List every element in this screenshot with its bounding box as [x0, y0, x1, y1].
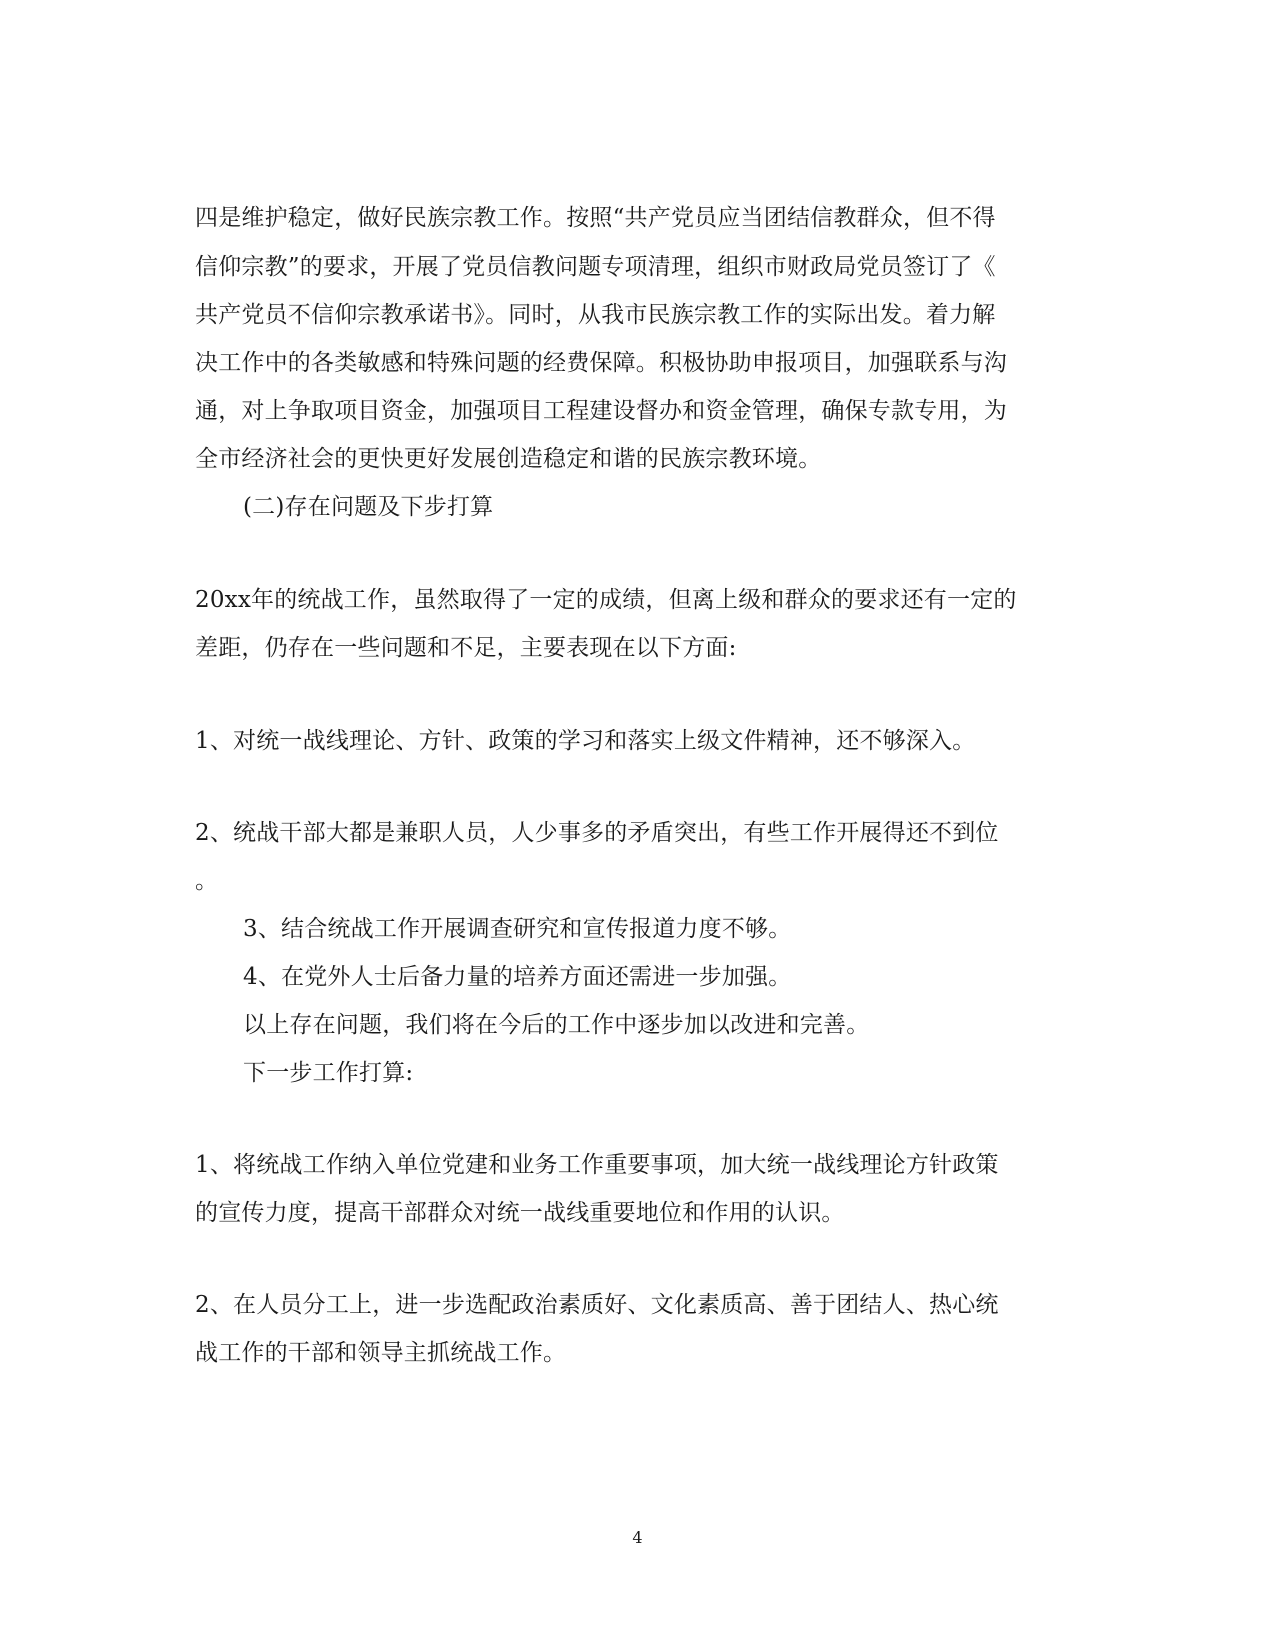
- body-line: 。: [195, 868, 219, 894]
- body-line: 战工作的干部和领导主抓统战工作。: [195, 1340, 567, 1366]
- body-line: 差距，仍存在一些问题和不足，主要表现在以下方面:: [195, 635, 737, 661]
- page-number: 4: [632, 1528, 643, 1547]
- body-line: 以上存在问题，我们将在今后的工作中逐步加以改进和完善。: [243, 1012, 870, 1038]
- body-line: 共产党员不信仰宗教承诺书》。同时，从我市民族宗教工作的实际出发。着力解: [195, 302, 996, 328]
- body-line: 决工作中的各类敏感和特殊问题的经费保障。积极协助申报项目，加强联系与沟: [195, 350, 1007, 376]
- body-line: 的宣传力度，提高干部群众对统一战线重要地位和作用的认识。: [195, 1200, 845, 1226]
- body-line: 20xx年的统战工作，虽然取得了一定的成绩，但离上级和群众的要求还有一定的: [195, 587, 1017, 613]
- body-line: 四是维护稳定，做好民族宗教工作。按照“共产党员应当团结信教群众，但不得: [195, 205, 996, 231]
- list-item: 1、对统一战线理论、方针、政策的学习和落实上级文件精神，还不够深入。: [195, 728, 976, 754]
- list-item: 2、在人员分工上，进一步选配政治素质好、文化素质高、善于团结人、热心统: [195, 1292, 999, 1318]
- body-line: 信仰宗教”的要求，开展了党员信教问题专项清理，组织市财政局党员签订了《: [195, 254, 996, 280]
- body-line: 通，对上争取项目资金，加强项目工程建设督办和资金管理，确保专款专用，为: [195, 398, 1007, 424]
- list-item: 2、统战干部大都是兼职人员，人少事多的矛盾突出，有些工作开展得还不到位: [195, 820, 999, 846]
- section-heading: (二)存在问题及下步打算: [243, 494, 494, 520]
- list-item: 3、结合统战工作开展调查研究和宣传报道力度不够。: [243, 916, 792, 942]
- list-item: 4、在党外人士后备力量的培养方面还需进一步加强。: [243, 964, 792, 990]
- subheading: 下一步工作打算:: [243, 1060, 414, 1086]
- list-item: 1、将统战工作纳入单位党建和业务工作重要事项，加大统一战线理论方针政策: [195, 1152, 999, 1178]
- body-line: 全市经济社会的更快更好发展创造稳定和谐的民族宗教环境。: [195, 446, 822, 472]
